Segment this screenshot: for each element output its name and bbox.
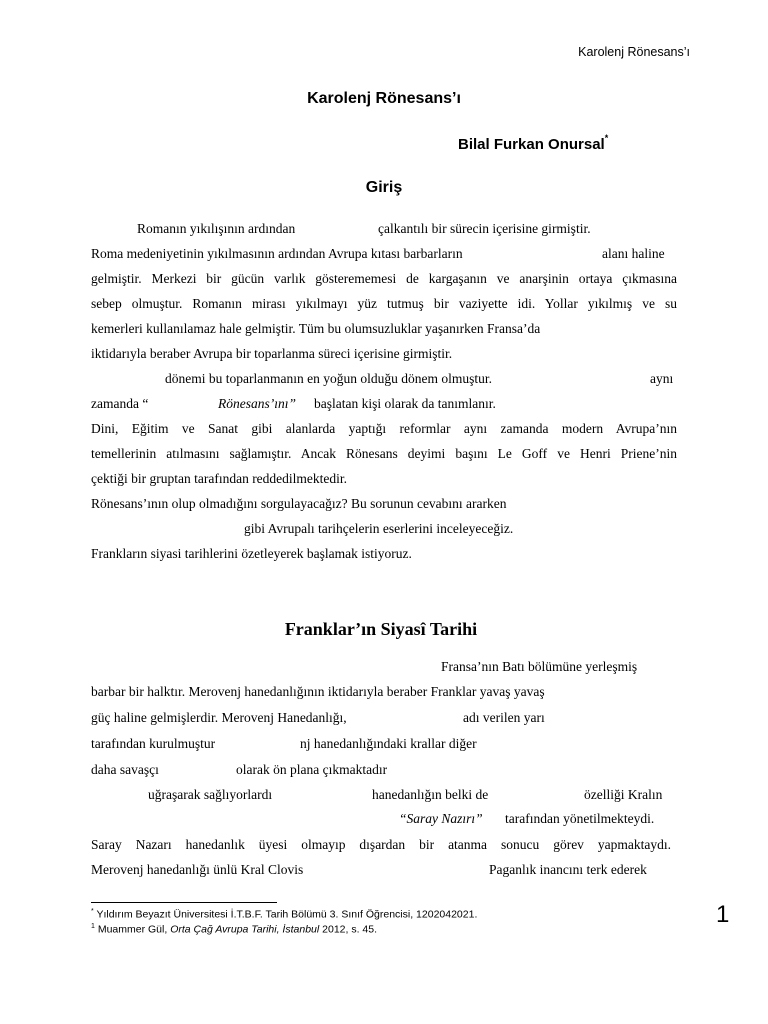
intro-line-8a: zamanda “ [91,396,149,411]
franks-line-8: Saray Nazarı hanedanlık üyesi olmayıp dışardan bir atanma sonucu görev yapmaktaydı. [91,837,671,852]
franks-line-3b: adı verilen yarı [463,710,545,725]
franks-line-6a: uğraşarak sağlıyorlardı [148,787,273,802]
section-heading-intro: Giriş [365,179,403,196]
article-title: Karolenj Rönesans’ı [307,90,461,107]
intro-line-7b: aynı [650,371,674,386]
author-name [458,133,609,153]
franks-line-5a: daha savaşçı [91,762,159,777]
footnote-1 [91,908,477,920]
franks-line-9b: Paganlık inancını terk ederek [489,862,647,877]
footnote-2-rest: 2012, s. 45. [322,923,378,936]
intro-line-9: Dini, Eğitim ve Sanat gibi alanlarda yaptığı reformlar aynı zamanda modern Avrupa’nın [91,421,677,436]
footnote-separator [91,902,277,903]
footnote-2-mark: 1 [91,923,95,930]
page-number: 1 [716,901,730,928]
intro-line-1b: çalkantılı bir sürecin içerisine girmiştir. [378,221,591,236]
running-header: Karolenj Rönesans’ı [578,45,690,59]
intro-line-12: Rönesans’ının olup olmadığını sorgulayacağız? Bu sorunun cevabını ararken [91,496,507,511]
intro-line-1a: Romanın yıkılışının ardından [137,221,296,236]
franks-line-4b: nj hanedanlığındaki krallar diğer [300,736,477,751]
intro-line-2a: Roma medeniyetinin yıkılmasının ardından Avrupa kıtası barbarların [91,246,463,261]
franks-line-7b: tarafından yönetilmekteydi. [505,811,655,826]
intro-line-11: çektiği bir gruptan tarafından reddedilmektedir. [91,471,348,486]
intro-line-5: kemerleri kullanılamaz hale gelmiştir. Tüm bu olumsuzluklar yaşanırken Fransa’da [91,321,541,336]
franks-line-3a: güç haline gelmişlerdir. Merovenj Hanedanlığı, [91,710,347,725]
footnote-2-author: Muammer Gül, [97,923,168,936]
intro-line-4: sebep olmuştur. Romanın mirası yıkılmayı yüz tutmuş bir vaziyette idi. Yollar yıkılmış ve su [91,296,677,311]
franks-line-1: Fransa’nın Batı bölümüne yerleşmiş [441,659,638,674]
intro-line-10: temellerinin atılmasını sağlamıştır. Ancak Rönesans deyimi başını Le Goff ve Henri Priene’nin [91,446,677,461]
intro-line-8b: Rönesans’ını” [218,396,297,411]
intro-line-6: iktidarıyla beraber Avrupa bir toparlanma süreci içerisine girmiştir. [91,346,453,361]
author-footnote-mark[interactable]: * [604,133,609,143]
footnote-1-mark: * [91,908,94,915]
franks-line-7a: “Saray Nazırı” [399,811,483,826]
intro-line-3: gelmiştir. Merkezi bir gücün varlık gösterememesi de kargaşanın ve anarşinin ortaya çıkmasına [91,271,677,286]
franks-line-2: barbar bir halktır. Merovenj hanedanlığının iktidarıyla beraber Franklar yavaş yavaş [91,684,545,699]
intro-line-7a: dönemi bu toparlanmanın en yoğun olduğu dönem olmuştur. [165,371,492,386]
footnote-1-text: Yıldırım Beyazıt Üniversitesi İ.T.B.F. Tarih Bölümü 3. Sınıf Öğrencisi, 1202042021. [96,908,478,921]
section-heading-franks: Franklar’ın Siyasî Tarihi [284,619,478,639]
franks-line-6b: hanedanlığın belki de [372,787,489,802]
franks-line-5b: olarak ön plana çıkmaktadır [236,762,388,777]
franks-line-6c: özelliği Kralın [584,787,663,802]
intro-line-14: Frankların siyasi tarihlerini özetleyerek başlamak istiyoruz. [91,546,412,561]
author-name-text: Bilal Furkan Onursal [458,136,605,153]
franks-line-9a: Merovenj hanedanlığı ünlü Kral Clovis [91,862,304,877]
intro-line-8c: başlatan kişi olarak da tanımlanır. [314,396,496,411]
footnote-2 [91,923,377,935]
intro-line-13: gibi Avrupalı tarihçelerin eserlerini inceleyeceğiz. [244,521,514,536]
franks-line-4a: tarafından kurulmuştur [91,736,216,751]
intro-line-2b: alanı haline [602,246,665,261]
footnote-2-title: Orta Çağ Avrupa Tarihi, İstanbul [170,923,320,936]
